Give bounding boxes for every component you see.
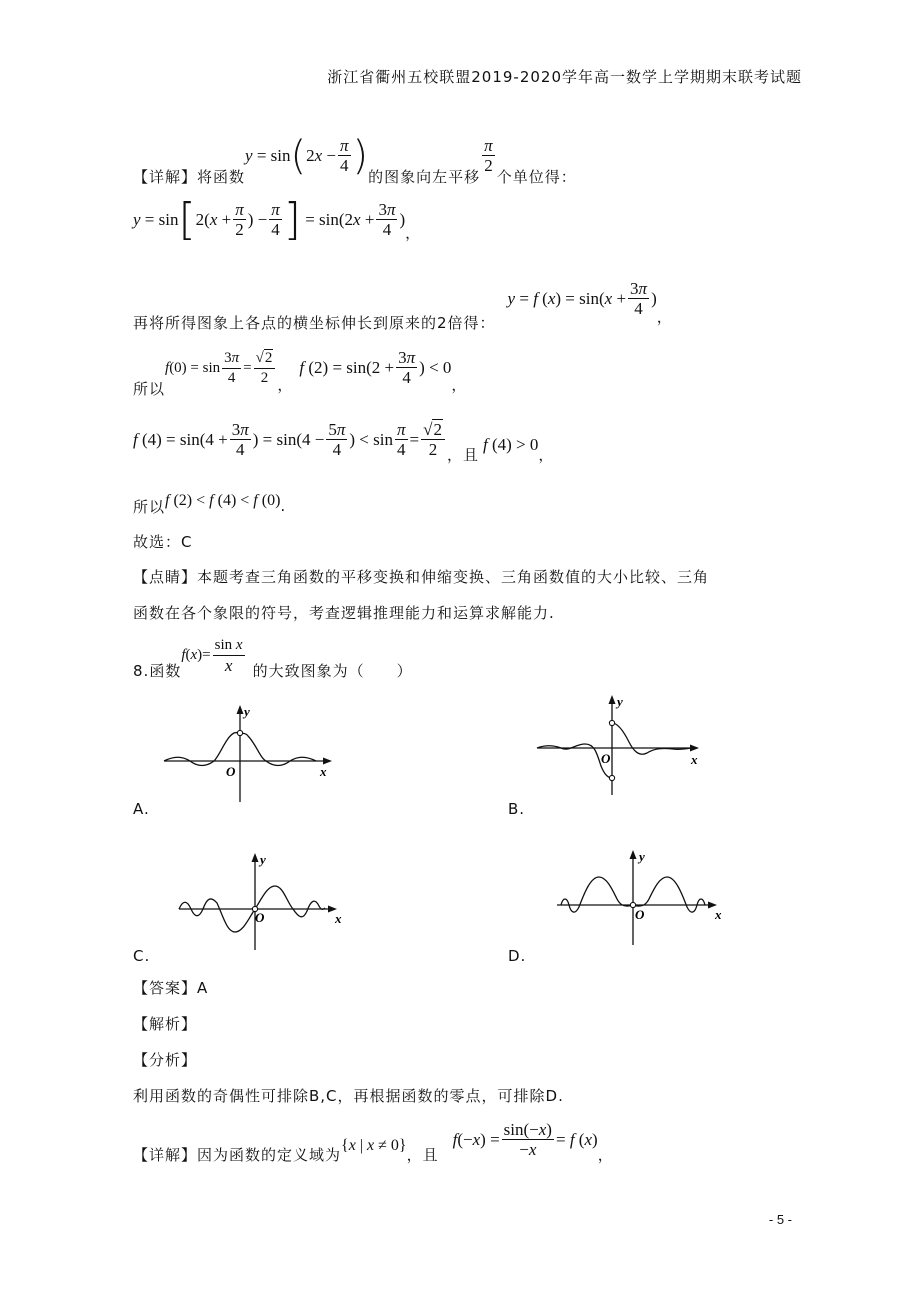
q7-so-label: 所以 [133, 380, 166, 398]
q7-detail-text-1: 将函数 [197, 168, 246, 186]
q7-comma-1: ， [277, 376, 294, 394]
origin-label: O [635, 907, 645, 922]
x-axis-label: x [335, 911, 342, 926]
graph-option-c [175, 848, 355, 953]
q8-stem-1: 函数 [149, 662, 182, 680]
q8-stem-2: 的大致图象为（ ） [252, 662, 413, 680]
x-axis-arrow-icon [690, 745, 699, 752]
y-axis-label: y [639, 849, 645, 864]
q8-answer: 【答案】A [133, 979, 209, 997]
q7-comma-2: ， [451, 376, 468, 394]
option-c-label: C. [133, 947, 151, 965]
y-axis-label: y [244, 704, 250, 719]
option-b-label: B. [508, 800, 526, 818]
q8-analysis: 【解析】 [133, 1015, 198, 1033]
formula-f2: f (2) = sin(2 + $\frac{3\pi}{4}$ ) < 0 [299, 348, 452, 387]
q7-comment-line2: 函数在各个象限的符号，考查逻辑推理能力和运算求解能力. [133, 604, 555, 622]
origin-label: O [255, 910, 265, 925]
q8-stem [133, 636, 413, 681]
q7-stretch-text: 再将所得图象上各点的横坐标伸长到原来的2倍得： [133, 314, 496, 332]
graph-option-b [535, 690, 715, 800]
q7-period: . [280, 496, 287, 515]
x-axis-label: x [715, 907, 722, 922]
q8-detail-text-2: ，且 [406, 1146, 439, 1164]
q8-detail-line [133, 1122, 614, 1165]
q7-comment-label: 【点睛】 [133, 568, 198, 586]
y-axis-arrow-icon [237, 705, 244, 714]
formula-shift-result: y = sin [ 2( x + $\frac{\pi}{2}$ ) − $\frac{\pi}{4}$ ] = sin(2 x + $\frac{3\pi}{4}$ ) ， [133, 193, 422, 245]
formula-y-sin-2x-minus-pi4: y = sin ( 2 x − $\frac{\pi}{4}$ ) [245, 132, 369, 179]
q7-and-label: ，且 [446, 446, 479, 464]
origin-label: O [601, 751, 611, 766]
option-a-label: A. [133, 800, 150, 818]
curve-right [612, 723, 691, 754]
option-d-label: D. [508, 947, 527, 965]
q7-comment-text-1: 本题考查三角函数的平移变换和伸缩变换、三角函数值的大小比较、三角 [197, 568, 710, 586]
formula-f0: f (0) = sin $\frac{3\pi}{4}$ = $\frac{√2}{2}$ [165, 349, 277, 388]
q8-detail-end: ， [597, 1146, 614, 1164]
formula-order: f (2) < f (4) < f (0) [165, 491, 281, 509]
q7-comma-3: ， [538, 446, 555, 464]
y-axis-label: y [617, 694, 623, 709]
hollow-point-top [609, 720, 614, 725]
q8-analysis-sub: 【分析】 [133, 1051, 198, 1069]
origin-label: O [226, 764, 236, 779]
q7-detail-label: 【详解】 [133, 168, 198, 186]
q8-analysis-text: 利用函数的奇偶性可排除B,C，再根据函数的零点，可排除D. [133, 1087, 564, 1105]
hollow-point [237, 730, 242, 735]
q7-so-line [133, 342, 467, 399]
x-axis-label: x [691, 752, 698, 767]
y-axis-arrow-icon [609, 695, 616, 704]
q7-choice: 故选：C [133, 533, 193, 551]
page-number: - 5 - [768, 1212, 792, 1227]
q7-so-label-2: 所以 [133, 498, 166, 516]
formula-domain: {x | x ≠ 0} [341, 1136, 407, 1154]
q7-detail-text-2: 的图象向左平移 [368, 168, 481, 186]
q7-stretch-end: ， [656, 308, 673, 326]
q8-number: 8. [133, 661, 150, 680]
q7-detail-text-3: 个单位得： [496, 168, 577, 186]
formula-f4-line: f (4) = sin(4 + $\frac{3\pi}{4}$ ) = sin(4 − $\frac{5\pi}{4}$ ) < sin $\frac{\pi}{4}$ = $\frac{√2}{2}$ ，且 f (4) > 0 ， [133, 420, 555, 464]
header-title: 浙江省衢州五校联盟2019-2020学年高一数学上学期期末联考试题 [327, 68, 802, 86]
hollow-point-bottom [609, 775, 614, 780]
q7-comment-line1 [133, 566, 709, 587]
y-axis-label: y [260, 852, 266, 867]
q8-detail-text-1: 因为函数的定义域为 [197, 1146, 342, 1164]
y-axis-arrow-icon [252, 853, 259, 862]
q7-detail-line1 [133, 126, 577, 187]
graph-option-d [555, 845, 735, 950]
q7-line2-end: ， [405, 224, 422, 242]
formula-pi-over-2: $\frac{\pi}{2}$ [484, 136, 493, 175]
formula-sinx-over-x: f ( x )= $\frac{\text{sin x}}{x}$ [181, 637, 243, 675]
graph-option-a [160, 700, 340, 805]
q7-conclusion-line [133, 484, 286, 517]
y-axis-arrow-icon [630, 850, 637, 859]
q8-detail-label: 【详解】 [133, 1146, 198, 1164]
x-axis-label: x [320, 764, 327, 779]
formula-even-function: f (− x ) = $\frac{\sin(-x)}{-x}$ = f ( x ) [452, 1120, 598, 1159]
q7-stretch-line [133, 270, 673, 333]
formula-fx-sin: y = f ( x ) = sin( x + $\frac{3\pi}{4}$ ) [507, 279, 657, 318]
